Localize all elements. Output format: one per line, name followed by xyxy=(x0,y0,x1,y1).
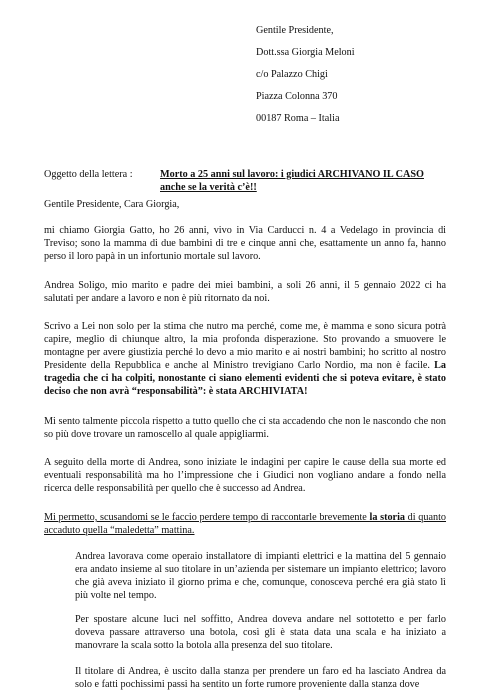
recipient-line-3: c/o Palazzo Chigi xyxy=(256,69,328,80)
story-intro-end: di quanto accaduto quella “maledetta” mattina. xyxy=(44,512,447,536)
recipient-line-2: Dott.ssa Giorgia Meloni xyxy=(256,47,355,58)
paragraph-investigation: A seguito della morte di Andrea, sono iniziate le indagini per capire le cause della sua morte ed eventuali responsabilità ma ho l’impressione che i Giudici non vogliano andare a fondo nella ricerca delle responsabilità per quello che è successo ad Andrea. xyxy=(44,457,446,494)
recipient-line-5: 00187 Roma – Italia xyxy=(256,113,340,124)
paragraph-appeal-bold: La tragedia che ci ha colpiti, nonostante ci siano elementi evidenti che si poteva evitare, è stato deciso che non avrà “responsabilità”: è stata ARCHIVIATA! xyxy=(44,360,446,397)
paragraph-feeling: Mi sento talmente piccola rispetto a tutto quello che ci sta accadendo che non le nascondo che non so più dove trovare un ramoscello al quale appigliarmi. xyxy=(44,416,446,440)
greeting: Gentile Presidente, Cara Giorgia, xyxy=(44,199,180,210)
story-paragraph-1: Andrea lavorava come operaio installatore di impianti elettrici e la mattina del 5 gennaio era andato insieme al suo titolare in un’azienda per sistemare un impianto elettrico; lavoro che già aveva iniziato il giorno prima e che, comunque, conosceva perché era già stato lì più volte nel tempo. xyxy=(75,551,446,601)
paragraph-andrea: Andrea Soligo, mio marito e padre dei miei bambini, a soli 26 anni, il 5 gennaio 2022 ci ha salutati per andare a lavoro e non è più ritornato da noi. xyxy=(44,280,446,304)
subject-label: Oggetto della lettera : xyxy=(44,169,133,180)
story-intro-bold: la storia xyxy=(369,512,406,523)
recipient-address xyxy=(256,24,466,134)
recipient-line-1: Gentile Presidente, xyxy=(256,25,334,36)
paragraph-intro: mi chiamo Giorgia Gatto, ho 26 anni, vivo in Via Carducci n. 4 a Vedelago in provincia di Treviso; sono la mamma di due bambini di tre e cinque anni che, esattamente un anno fa, hanno perso il loro papà in un infortunio mortale sul lavoro. xyxy=(44,225,446,262)
subject-text: Morto a 25 anni sul lavoro: i giudici ARCHIVANO IL CASO anche se la verità c’è!! xyxy=(160,169,424,193)
paragraph-appeal-text: Scrivo a Lei non solo per la stima che nutro ma perché, come me, è mamma e sono sicura potrà capire, meglio di chiunque altro, la mia profonda disperazione. Sto provando a smuovere le montagne per avere giustizia perché lo devo a mio marito e ai nostri bambini; ho scritto al nostro Presidente della Repubblica e anche al Ministro trevigiano Carlo Nordio, ma non è facile. xyxy=(44,321,446,371)
recipient-line-4: Piazza Colonna 370 xyxy=(256,91,338,102)
story-paragraph-3: Il titolare di Andrea, è uscito dalla stanza per prendere un faro ed ha lasciato Andrea da solo e fatti pochissimi passi ha sentito un forte rumore proveniente dalla stanza dove xyxy=(75,666,446,690)
paragraph-story-intro xyxy=(44,511,446,537)
story-paragraph-2: Per spostare alcune luci nel soffitto, Andrea doveva andare nel sottotetto e per farlo doveva passare attraverso una botola, così gli è stata data una scala e ha iniziato a manovrare la scala sotto la botola alla presenza del suo titolare. xyxy=(75,614,446,651)
story-intro-text: Mi permetto, scusandomi se le faccio perdere tempo di raccontarle brevemente xyxy=(44,512,370,523)
paragraph-appeal xyxy=(44,320,446,398)
